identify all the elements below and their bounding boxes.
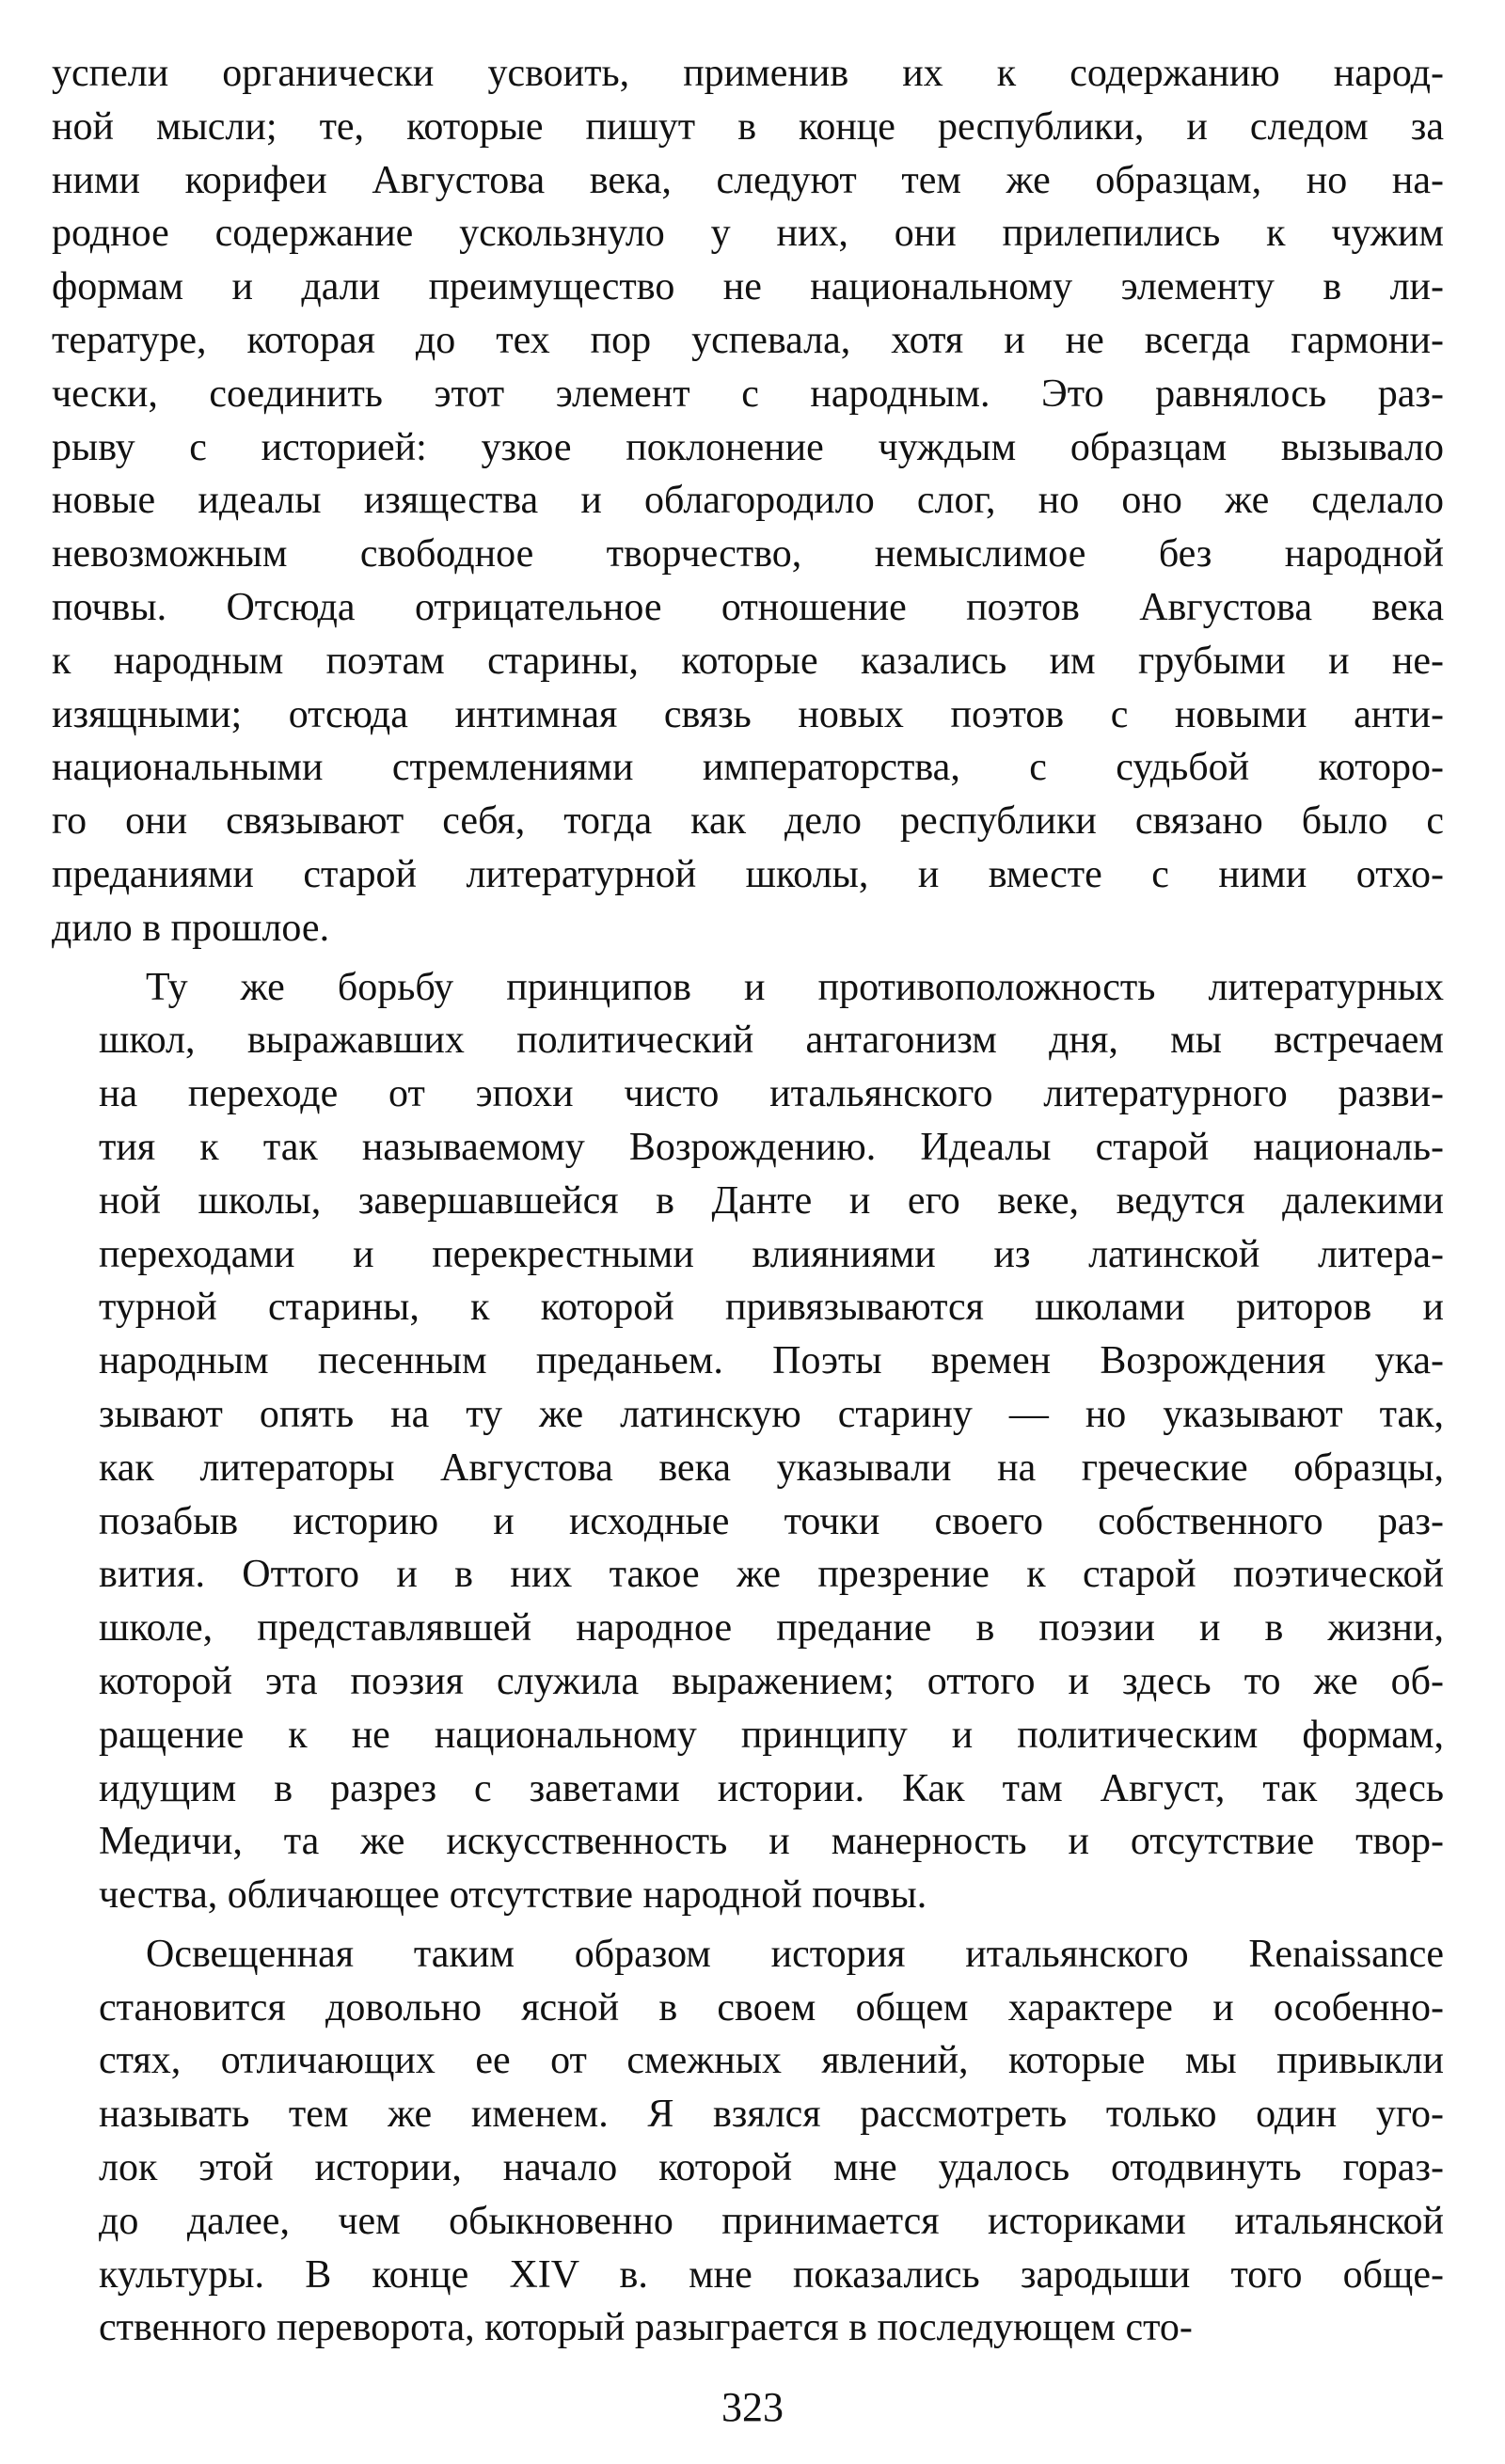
page-number: 323	[721, 2384, 784, 2430]
text-line: лок этой истории, начало которой мне удалось отодвинуть гораз-	[99, 2146, 1444, 2190]
text-line: преданиями старой литературной школы, и вместе с ними отхо-	[52, 852, 1444, 896]
text-line: ной мысли; те, которые пишут в конце республики, и следом за	[52, 104, 1444, 149]
page-text	[52, 47, 1444, 2355]
text-line: которой эта поэзия служила выражением; оттого и здесь то же об-	[99, 1659, 1444, 1703]
text-line: зывают опять на ту же латинскую старину — но указывают так,	[99, 1392, 1444, 1436]
text-line: изящными; отсюда интимная связь новых поэтов с новыми анти-	[52, 692, 1444, 736]
text-line: народным песенным преданьем. Поэты времен Возрождения ука-	[99, 1339, 1444, 1383]
text-line: переходами и перекрестными влияниями из латинской литера-	[99, 1232, 1444, 1276]
text-line: школе, представлявшей народное предание в поэзии и в жизни,	[99, 1606, 1444, 1651]
text-line: ной школы, завершавшейся в Данте и его веке, ведутся далекими	[99, 1178, 1444, 1223]
paragraph-2	[52, 961, 1444, 1922]
text-line: рыву с историей: узкое поклонение чуждым образцам вызывало	[52, 425, 1444, 469]
text-line: на переходе от эпохи чисто итальянского литературного разви-	[99, 1072, 1444, 1116]
text-line: вития. Оттого и в них такое же презрение к старой поэтической	[99, 1553, 1444, 1597]
text-line: го они связывают себя, тогда как дело республики связано было с	[52, 799, 1444, 844]
text-line: формам и дали преимущество не национальному элементу в ли-	[52, 265, 1444, 309]
text-line: как литераторы Августова века указывали на греческие образцы,	[99, 1445, 1444, 1490]
text-line: тературе, которая до тех пор успевала, хотя и не всегда гармони-	[52, 318, 1444, 362]
text-line: стях, отличающих ее от смежных явлений, которые мы привыкли	[99, 2039, 1444, 2083]
paragraph-3	[52, 1928, 1444, 2355]
text-line: Освещенная таким образом история итальянского Renaissance	[146, 1932, 1444, 1976]
text-line: успели органически усвоить, применив их к содержанию народ-	[52, 52, 1444, 95]
text-line: тия к так называемому Возрождению. Идеалы старой националь-	[99, 1125, 1444, 1169]
text-line: культуры. В конце XIV в. мне показались зародыши того обще-	[99, 2252, 1444, 2297]
text-line: дило в прошлое.	[52, 906, 330, 950]
text-line: Медичи, та же искусственность и манерность и отсутствие твор-	[99, 1820, 1444, 1864]
text-line: ними корифеи Августова века, следуют тем же образцам, но на-	[52, 158, 1444, 202]
text-line: ращение к не национальному принципу и политическим формам,	[99, 1713, 1444, 1757]
text-line: национальными стремлениями императорства, с судьбой которо-	[52, 746, 1444, 790]
text-line: Ту же борьбу принципов и противоположность литературных	[146, 965, 1444, 1009]
text-line: идущим в разрез с заветами истории. Как там Август, так здесь	[99, 1766, 1444, 1810]
text-line: становится довольно ясной в своем общем характере и особенно-	[99, 1985, 1444, 2030]
text-line: почвы. Отсюда отрицательное отношение поэтов Августова века	[52, 585, 1444, 629]
paragraph-1	[52, 47, 1444, 956]
text-line: ственного переворота, который разыграется в последующем сто-	[99, 2306, 1193, 2350]
text-line: позабыв историю и исходные точки своего собственного раз-	[99, 1499, 1444, 1543]
text-line: новые идеалы изящества и облагородило слог, но оно же сделало	[52, 479, 1444, 523]
text-line: школ, выражавших политический антагонизм дня, мы встречаем	[99, 1019, 1444, 1063]
text-line: к народным поэтам старины, которые казались им грубыми и не-	[52, 639, 1444, 683]
text-line: чески, соединить этот элемент с народным. Это равнялось раз-	[52, 371, 1444, 416]
text-line: называть тем же именем. Я взялся рассмотреть только один уго-	[99, 2093, 1444, 2137]
text-line: родное содержание ускользнуло у них, они прилепились к чужим	[52, 212, 1444, 256]
text-line: до далее, чем обыкновенно принимается историками итальянской	[99, 2199, 1444, 2243]
text-line: чества, обличающее отсутствие народной почвы.	[99, 1873, 927, 1918]
text-line: невозможным свободное творчество, немыслимое без народной	[52, 532, 1444, 577]
text-line: турной старины, к которой привязываются школами риторов и	[99, 1286, 1444, 1330]
